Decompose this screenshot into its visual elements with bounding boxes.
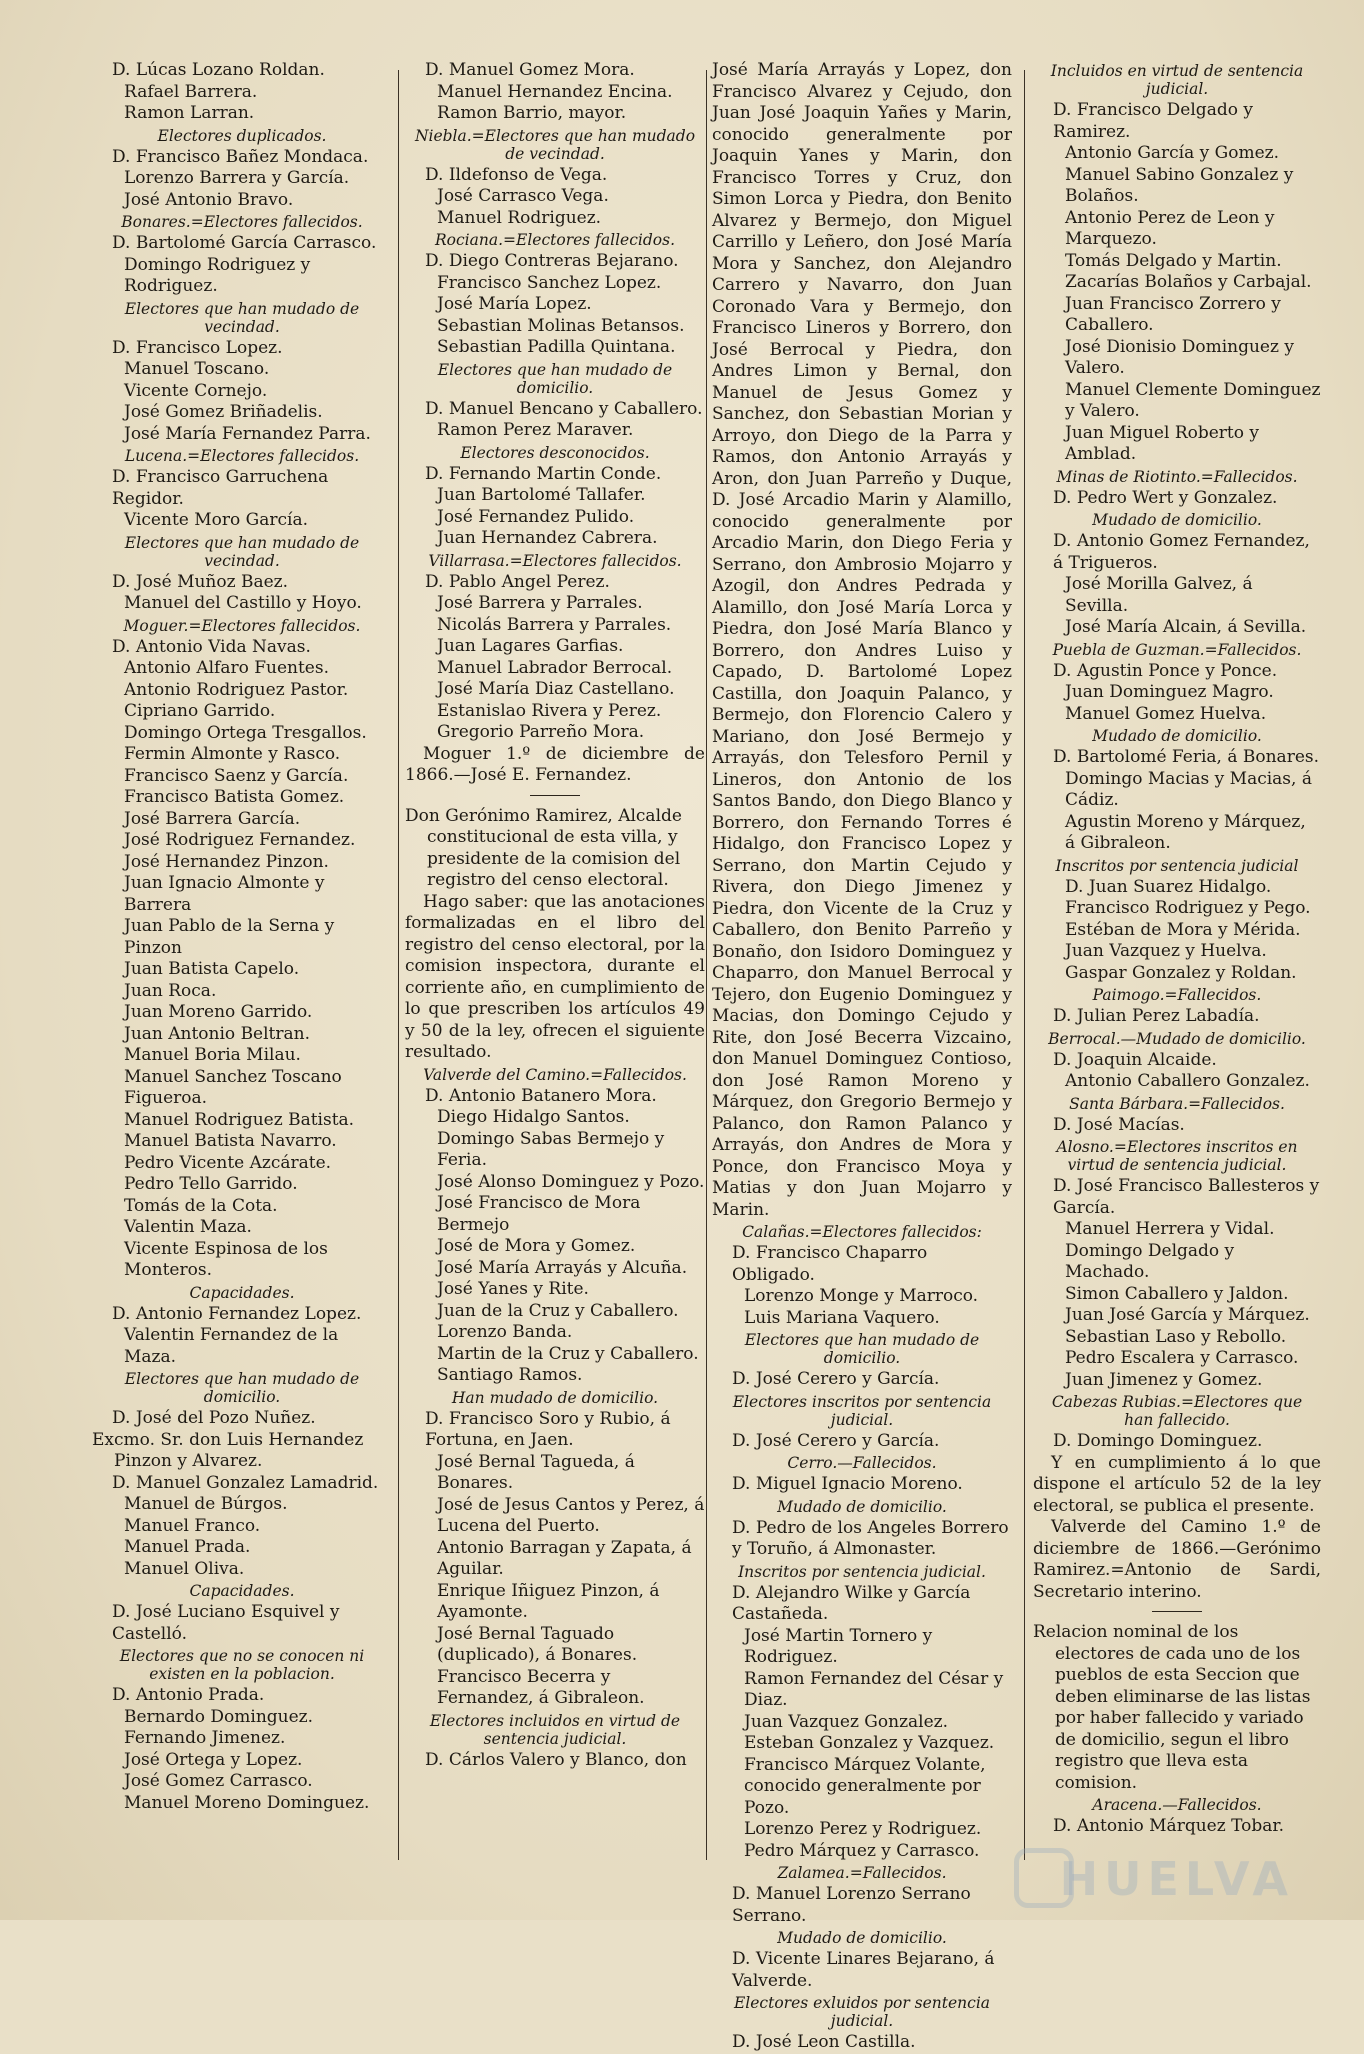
entry-line: Fernando Jimenez. (124, 1728, 286, 1748)
entry-line: Tomás de la Cota. (124, 1195, 278, 1216)
entry-line: D. Pedro Wert y Gonzalez. (1053, 487, 1278, 508)
entry-line: D. Bartolomé Feria, á Bonares. (1053, 747, 1320, 767)
entry-line: D. José Francisco Ballesteros y García. (1053, 1176, 1320, 1218)
paragraph: Don Gerónimo Ramirez, Alcalde constitucional de esta villa, y presidente de la comision del registro del censo electoral. (405, 805, 682, 890)
entry-line: D. Manuel Bencano y Caballero. (425, 398, 703, 419)
entry-line: José de Mora y Gomez. (437, 1236, 636, 1256)
entry-line: José Barrera y Parrales. (437, 593, 643, 613)
entry-line: Manuel Oliva. (124, 1558, 245, 1579)
entry-line: Manuel Moreno Dominguez. (124, 1792, 370, 1813)
paragraph: Relacion nominal de los electores de cada uno de los pueblos de esta Seccion que deben eliminarse de las listas por haber fallecido y variado de domicilio, segun el libro registro que lleva esta comision. (1033, 1622, 1311, 1793)
entry-line: Vicente Moro García. (124, 510, 308, 530)
entry-line: D. Francisco Lopez. (112, 337, 283, 358)
entry-line: José Rodriguez Fernandez. (124, 830, 356, 850)
section-heading: Moguer.=Electores fallecidos. (123, 616, 361, 635)
entry-line: D. Francisco Bañez Mondaca. (112, 146, 369, 167)
entry-line: José Morilla Galvez, á Sevilla. (1065, 574, 1253, 616)
entry-line: Ramon Perez Maraver. (437, 420, 634, 440)
section-heading: Electores que han mudado de vecindad. (124, 299, 360, 336)
section-heading: Electores incluidos en virtud de sentencia judicial. (429, 1711, 681, 1748)
entry-line: José Fernandez Pulido. (437, 506, 635, 527)
section-heading: Niebla.=Electores que han mudado de vecindad. (414, 126, 696, 163)
section-heading: Minas de Riotinto.=Fallecidos. (1056, 467, 1298, 486)
entry-line: D. Diego Contreras Bejarano. (425, 251, 679, 271)
section-heading: Valverde del Camino.=Fallecidos. (423, 1065, 687, 1084)
section-heading: Capacidades. (189, 1582, 295, 1600)
section-heading: Electores que han mudado de vecindad. (124, 533, 360, 570)
entry-line: Manuel Toscano. (124, 359, 270, 379)
entry-line: Agustin Moreno y Márquez, á Gibraleon. (1065, 811, 1306, 853)
entry-line: Juan de la Cruz y Caballero. (437, 1300, 679, 1321)
entry-line: D. José del Pozo Nuñez. (112, 1408, 316, 1428)
section-heading: Electores exluidos por sentencia judicial. (733, 1994, 991, 2030)
entry-line: José María Alcain, á Sevilla. (1065, 617, 1307, 637)
entry-line: José Yanes y Rite. (437, 1279, 589, 1299)
entry-line: José Ortega y Lopez. (124, 1749, 303, 1770)
column-3 (712, 60, 1012, 2052)
entry-line: D. Francisco Chaparro Obligado. (732, 1243, 928, 1285)
entry-line: D. José Muñoz Baez. (112, 571, 289, 592)
entry-line: D. Miguel Ignacio Moreno. (732, 1474, 963, 1494)
entry-line: D. Antonio Gomez Fernandez, á Trigueros. (1053, 531, 1310, 573)
entry-line: D. Joaquin Alcaide. (1053, 1049, 1217, 1070)
entry-line: D. Domingo Dominguez. (1053, 1431, 1263, 1451)
entry-line: D. Antonio Márquez Tobar. (1053, 1816, 1285, 1836)
entry-line: José Bernal Taguado (duplicado), á Bonares. (437, 1623, 638, 1665)
section-divider (530, 795, 580, 796)
entry-line: Sebastian Molinas Betansos. (437, 315, 685, 336)
entry-line: D. Manuel Gomez Mora. (425, 60, 635, 80)
paragraph: José María Arrayás y Lopez, don Francisco Alvarez y Cejudo, don Juan José Joaquin Yañes y Marin, conocido generalmente por Joaquin Yanes y Marin, don Francisco Torres y Cruz, don Simon Lorca y Piedra, don Benito Alvarez y Bermejo, don Miguel Carrillo y Leñero, don José María Mora y Sanchez, don Alejandro Carrero y Navarro, don Juan Coronado Vara y Bermejo, don Francisco Lineros y Borrero, don José Berrocal y Piedra, don Andres Limon y Bernal, don Manuel de Jesus Gomez y Sanchez, don Sebastian Morian y Arroyo, don Diego de la Parra y Ramos, don Antonio Arrayás y Aron, don Juan Parreño y Duque, D. José Arcadio Marin y Alamillo, conocido generalmente por Arcadio Marin, don Diego Feria y Serrano, don Ambrosio Mojarro y Azogil, don Andres Pedrada y Alamillo, don José María Lorca y Piedra, don José María Blanco y Borrero, don Andres Luiso y Capado, D. Bartolomé Lopez Castilla, don Joaquin Palanco, y Bermejo, don Florencio Calero y Mariano, don José Bermejo y Arrayás, don Telesforo Pernil y Lineros, don Antonio de los Santos Bando, don Diego Blanco y Borrero, don Fernando Torres é Hidalgo, don Francisco Lopez y Serrano, don Martin Cejudo y Rivera, don Diego Jimenez y Piedra, don Vicente de la Cruz y Caballero, don Benito Parreño y Bonaño, don Isidoro Dominguez y Chaparro, don Manuel Berrocal y Tejero, don Eugenio Dominguez y Macias, don Domingo Cejudo y Rite, don José Becerra Vizcaino, don Manuel Dominguez Contioso, don José Ramon Moreno y Márquez, don Gregorio Bermejo y Palanco, don Ramon Palanco y Arrayás, don Andres de Mora y Ponce, don Francisco Moya y Matias y don Juan Mojarro y Marin. (712, 60, 1012, 1220)
entry-line: José Barrera García. (124, 808, 301, 829)
section-heading: Mudado de domicilio. (1092, 511, 1262, 529)
entry-line: D. Julian Perez Labadía. (1053, 1006, 1260, 1026)
column-2 (405, 60, 705, 1880)
entry-line: Lorenzo Barrera y García. (124, 168, 350, 188)
entry-line: José Hernandez Pinzon. (124, 851, 329, 872)
entry-line: José Antonio Bravo. (124, 189, 294, 210)
entry-line: Domingo Macias y Macias, á Cádiz. (1065, 768, 1312, 810)
entry-line: Francisco Becerra y Fernandez, á Gibraleon. (437, 1666, 645, 1708)
entry-line: Estéban de Mora y Mérida. (1065, 919, 1301, 940)
entry-line: Diego Hidalgo Santos. (437, 1107, 630, 1127)
entry-line: Tomás Delgado y Martin. (1065, 250, 1282, 271)
section-heading: Mudado de domicilio. (777, 1497, 947, 1516)
entry-line: D. Pablo Angel Perez. (425, 571, 610, 592)
entry-line: Nicolás Barrera y Parrales. (437, 614, 672, 635)
entry-line: Manuel del Castillo y Hoyo. (124, 593, 362, 613)
entry-line: Ramon Barrio, mayor. (437, 103, 627, 123)
entry-line: Zacarías Bolaños y Carbajal. (1065, 272, 1312, 292)
entry-line: José Carrasco Vega. (437, 186, 609, 206)
entry-line: Domingo Sabas Bermejo y Feria. (437, 1128, 665, 1170)
entry-line: José María Arrayás y Alcuña. (437, 1257, 688, 1278)
entry-line: Antonio Rodriguez Pastor. (124, 679, 349, 700)
entry-line: Pedro Escalera y Carrasco. (1065, 1348, 1299, 1368)
entry-line: Valentin Fernandez de la Maza. (124, 1325, 339, 1367)
section-heading: Paimogo.=Fallecidos. (1092, 986, 1262, 1004)
section-heading: Alosno.=Electores inscritos en virtud de sentencia judicial. (1056, 1138, 1298, 1174)
section-heading: Mudado de domicilio. (1092, 727, 1262, 745)
entry-line: Domingo Delgado y Machado. (1065, 1240, 1235, 1282)
entry-line: Juan Dominguez Magro. (1065, 682, 1274, 702)
section-heading: Berrocal.—Mudado de domicilio. (1048, 1029, 1306, 1048)
entry-line: Pedro Tello Garrido. (124, 1174, 298, 1194)
entry-line: Juan Jimenez y Gomez. (1065, 1369, 1263, 1390)
entry-line: D. Alejandro Wilke y García Castañeda. (732, 1582, 971, 1624)
column-rule (1024, 70, 1025, 1860)
entry-line: Valentin Maza. (124, 1217, 252, 1237)
entry-line: D. Antonio Fernandez Lopez. (112, 1303, 362, 1324)
entry-line: Ramon Larran. (124, 103, 255, 123)
entry-line: Vicente Espinosa de los Monteros. (124, 1238, 328, 1280)
entry-line: Sebastian Padilla Quintana. (437, 337, 676, 357)
section-divider (1152, 1611, 1202, 1612)
entry-line: D. Pedro de los Angeles Borrero y Toruño, á Almonaster. (732, 1517, 1009, 1559)
entry-line: Gregorio Parreño Mora. (437, 722, 645, 742)
entry-line: D. José Cerero y García. (732, 1430, 940, 1451)
entry-line: Bernardo Dominguez. (124, 1706, 314, 1727)
entry-line: Pedro Márquez y Carrasco. (744, 1840, 980, 1861)
entry-line: Juan Ignacio Almonte y Barrera (124, 873, 325, 915)
entry-line: D. Antonio Vida Navas. (112, 636, 311, 657)
section-heading: Aracena.—Fallecidos. (1092, 1796, 1262, 1814)
entry-line: D. Francisco Soro y Rubio, á Fortuna, en Jaen. (425, 1408, 671, 1450)
section-heading: Lucena.=Electores fallecidos. (124, 447, 360, 465)
entry-line: D. Francisco Delgado y Ramirez. (1053, 100, 1253, 142)
section-heading: Zalamea.=Fallecidos. (777, 1864, 947, 1882)
entry-line: Vicente Cornejo. (124, 380, 268, 401)
section-heading: Han mudado de domicilio. (451, 1388, 659, 1407)
paragraph: Y en cumplimiento á lo que dispone el artículo 52 de la ley electoral, se publica el presente. (1033, 1452, 1321, 1516)
entry-line: Fermin Almonte y Rasco. (124, 744, 341, 764)
section-heading: Calañas.=Electores fallecidos: (742, 1223, 982, 1241)
entry-line: Manuel Clemente Dominguez y Valero. (1065, 379, 1321, 421)
entry-line: Ramon Fernandez del César y Diaz. (744, 1668, 1004, 1710)
section-heading: Santa Bárbara.=Fallecidos. (1069, 1094, 1285, 1113)
section-heading: Electores que han mudado de domicilio. (744, 1331, 980, 1367)
entry-line: D. José Luciano Esquivel y Castelló. (112, 1602, 340, 1644)
entry-line: Manuel Herrera y Vidal. (1065, 1219, 1275, 1239)
entry-line: Santiago Ramos. (437, 1365, 583, 1385)
archive-watermark: HUELVA (1059, 1852, 1294, 1906)
entry-line: Francisco Saenz y García. (124, 765, 349, 786)
section-heading: Electores desconocidos. (460, 443, 650, 462)
section-heading: Mudado de domicilio. (777, 1929, 947, 1947)
entry-line: José María Lopez. (437, 294, 592, 314)
entry-line: Antonio Alfaro Fuentes. (124, 658, 329, 678)
section-heading: Villarrasa.=Electores fallecidos. (428, 551, 682, 570)
column-rule (398, 70, 399, 1860)
entry-line: D. Agustin Ponce y Ponce. (1053, 660, 1278, 681)
entry-line: Domingo Ortega Tresgallos. (124, 722, 367, 743)
section-heading: Incluidos en virtud de sentencia judicial. (1050, 62, 1304, 98)
section-heading: Bonares.=Electores fallecidos. (121, 213, 363, 231)
entry-line: D. Bartolomé García Carrasco. (112, 233, 377, 253)
entry-line: Manuel Batista Navarro. (124, 1131, 337, 1151)
entry-line: D. Vicente Linares Bejarano, á Valverde. (732, 1949, 995, 1991)
entry-line: Juan Miguel Roberto y Amblad. (1065, 422, 1260, 464)
entry-line: D. Lúcas Lozano Roldan. (112, 60, 325, 80)
entry-line: Antonio Caballero Gonzalez. (1065, 1071, 1310, 1091)
entry-line: Antonio García y Gomez. (1065, 143, 1280, 163)
entry-line: José Alonso Dominguez y Pozo. (437, 1171, 705, 1192)
entry-line: Manuel Boria Milau. (124, 1045, 301, 1065)
entry-line: Cipriano Garrido. (124, 701, 276, 721)
section-heading: Electores duplicados. (157, 126, 327, 145)
entry-line: Martin de la Cruz y Caballero. (437, 1343, 699, 1364)
entry-line: Francisco Sanchez Lopez. (437, 272, 662, 293)
entry-line: Juan Hernandez Cabrera. (437, 528, 658, 548)
entry-line: Luis Mariana Vaquero. (744, 1307, 940, 1328)
entry-line: José Martin Tornero y Rodriguez. (744, 1625, 933, 1667)
entry-line: Manuel Prada. (124, 1537, 251, 1557)
section-heading: Inscritos por sentencia judicial (1055, 856, 1299, 875)
paragraph: Hago saber: que las anotaciones formalizadas en el libro del registro del censo electoral, por la comision inspectora, durante el corriente año, en cumplimiento de lo que prescriben los artículos 49 y 50 de la ley, ofrecen el siguiente resultado. (405, 891, 705, 1062)
entry-line: D. Cárlos Valero y Blanco, don (425, 1749, 687, 1770)
entry-line: Juan Vazquez Gonzalez. (744, 1711, 949, 1732)
section-heading: Puebla de Guzman.=Fallecidos. (1052, 640, 1302, 659)
entry-line: Antonio Perez de Leon y Marquezo. (1065, 207, 1275, 249)
entry-line: Manuel Rodriguez. (437, 207, 602, 228)
entry-line: Manuel de Búrgos. (124, 1494, 288, 1514)
entry-line: Juan Lagares Garfias. (437, 636, 624, 656)
entry-line: Manuel Labrador Berrocal. (437, 657, 673, 678)
paragraph: Excmo. Sr. don Luis Hernandez Pinzon y Alvarez. (92, 1429, 364, 1471)
entry-line: D. Juan Suarez Hidalgo. (1065, 876, 1272, 897)
entry-line: Rafael Barrera. (124, 81, 258, 102)
entry-line: Francisco Rodriguez y Pego. (1065, 898, 1311, 918)
entry-line: José Gomez Briñadelis. (124, 402, 323, 422)
column-1 (92, 60, 392, 1880)
entry-line: José Francisco de Mora Bermejo (437, 1193, 641, 1235)
entry-line: Francisco Batista Gomez. (124, 787, 345, 807)
entry-line: Domingo Rodriguez y Rodriguez. (124, 254, 311, 296)
entry-line: Manuel Hernandez Encina. (437, 81, 673, 102)
column-4 (1033, 60, 1321, 1880)
entry-line: D. Manuel Lorenzo Serrano Serrano. (732, 1884, 971, 1926)
entry-line: D. Fernando Martin Conde. (425, 463, 662, 484)
entry-line: D. José Macías. (1053, 1114, 1185, 1135)
entry-line: Manuel Franco. (124, 1515, 261, 1536)
entry-line: Juan Pablo de la Serna y Pinzon (124, 916, 335, 958)
entry-line: José María Fernandez Parra. (124, 423, 371, 444)
entry-line: Gaspar Gonzalez y Roldan. (1065, 962, 1297, 983)
entry-line: Juan Antonio Beltran. (124, 1023, 311, 1044)
entry-line: José de Jesus Cantos y Perez, á Lucena del Puerto. (437, 1494, 705, 1536)
section-heading: Rociana.=Electores fallecidos. (434, 231, 675, 249)
entry-line: José María Diaz Castellano. (437, 679, 675, 699)
entry-line: Simon Caballero y Jaldon. (1065, 1283, 1289, 1304)
entry-line: Lorenzo Banda. (437, 1322, 573, 1342)
entry-line: José Bernal Tagueda, á Bonares. (437, 1451, 635, 1493)
section-heading: Electores que no se conocen ni existen en la poblacion. (119, 1647, 365, 1683)
section-heading: Cerro.—Fallecidos. (787, 1454, 937, 1472)
entry-line: D. José Cerero y García. (732, 1369, 940, 1389)
entry-line: Estanislao Rivera y Perez. (437, 700, 662, 721)
paragraph: Moguer 1.º de diciembre de 1866.—José E. Fernandez. (405, 743, 705, 785)
section-heading: Inscritos por sentencia judicial. (738, 1562, 986, 1581)
entry-line: D. Manuel Gonzalez Lamadrid. (112, 1472, 379, 1493)
entry-line: Lorenzo Perez y Rodriguez. (744, 1819, 982, 1839)
entry-line: Enrique Iñiguez Pinzon, á Ayamonte. (437, 1580, 660, 1622)
entry-line: Juan Batista Capelo. (124, 959, 300, 979)
section-heading: Electores que han mudado de domicilio. (124, 1370, 360, 1406)
entry-line: Manuel Gomez Huelva. (1065, 703, 1267, 724)
entry-line: Juan Bartolomé Tallafer. (437, 485, 646, 505)
entry-line: Sebastian Laso y Rebollo. (1065, 1326, 1287, 1347)
entry-line: D. Antonio Batanero Mora. (425, 1085, 657, 1106)
column-rule (706, 70, 707, 1860)
entry-line: Manuel Sabino Gonzalez y Bolaños. (1065, 164, 1294, 206)
entry-line: Esteban Gonzalez y Vazquez. (744, 1733, 995, 1753)
entry-line: Pedro Vicente Azcárate. (124, 1152, 332, 1173)
entry-line: José Gomez Carrasco. (124, 1771, 313, 1791)
entry-line: D. Antonio Prada. (112, 1685, 265, 1705)
entry-line: Juan Roca. (124, 980, 217, 1001)
section-heading: Electores que han mudado de domicilio. (437, 360, 673, 397)
entry-line: Juan José García y Márquez. (1065, 1305, 1310, 1325)
entry-line: Manuel Rodriguez Batista. (124, 1109, 355, 1130)
entry-line: Juan Moreno Garrido. (124, 1002, 313, 1022)
entry-line: D. Francisco Garruchena Regidor. (112, 467, 329, 509)
entry-line: Antonio Barragan y Zapata, á Aguilar. (437, 1537, 692, 1579)
entry-line: Francisco Márquez Volante, conocido generalmente por Pozo. (744, 1754, 986, 1818)
entry-line: D. José Leon Castilla. (732, 2032, 916, 2052)
entry-line: Juan Francisco Zorrero y Caballero. (1065, 293, 1281, 335)
entry-line: Juan Vazquez y Huelva. (1065, 941, 1267, 961)
section-heading: Capacidades. (189, 1283, 295, 1302)
section-heading: Electores inscritos por sentencia judicial. (732, 1392, 992, 1429)
entry-line: Manuel Sanchez Toscano Figueroa. (124, 1066, 342, 1108)
entry-line: D. Ildefonso de Vega. (425, 164, 608, 185)
entry-line: Lorenzo Monge y Marroco. (744, 1286, 979, 1306)
section-heading: Cabezas Rubias.=Electores que han fallecido. (1051, 1393, 1303, 1429)
paragraph: Valverde del Camino 1.º de diciembre de 1866.—Gerónimo Ramirez.=Antonio de Sardi, Secretario interino. (1033, 1517, 1321, 1602)
entry-line: José Dionisio Dominguez y Valero. (1065, 336, 1294, 378)
